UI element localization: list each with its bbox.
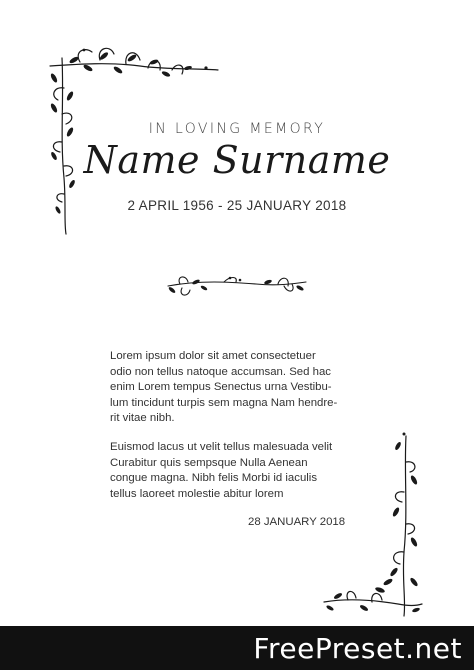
- paragraph-line: Euismod lacus ut velit tellus malesuada velit: [110, 441, 333, 453]
- watermark-text: FreePreset.net: [253, 631, 462, 665]
- paragraph-line: Curabitur quis sempsque Nulla Aenean: [110, 456, 308, 469]
- paragraph-line: tellus laoreet molestie abitur lorem: [110, 487, 284, 500]
- signature-date: 28 JANUARY 2018: [248, 516, 346, 528]
- watermark-banner: [0, 626, 474, 670]
- paragraph-line: rit vitae nibh.: [110, 412, 175, 424]
- floral-divider-icon: [160, 268, 310, 302]
- paragraph-line: congue magna. Nibh felis Morbi id iaculis: [110, 472, 318, 484]
- memorial-kicker: IN LOVING MEMORY: [148, 121, 326, 137]
- memorial-paragraph-1: [110, 349, 370, 427]
- floral-corner-bottom-right-icon: [318, 432, 428, 622]
- paragraph-line: lum tincidunt turpis sem magna Nam hendre-: [110, 396, 338, 409]
- paragraph-line: Lorem ipsum dolor sit amet consectetuer: [110, 350, 316, 362]
- deceased-name: Name Surname: [83, 138, 391, 182]
- paragraph-line: enim Lorem tempus Senectus urna Vestibu-: [110, 381, 332, 393]
- paragraph-line: odio non tellus natoque accumsan. Sed hac: [110, 365, 332, 378]
- life-dates: 2 APRIL 1956 - 25 JANUARY 2018: [127, 198, 347, 213]
